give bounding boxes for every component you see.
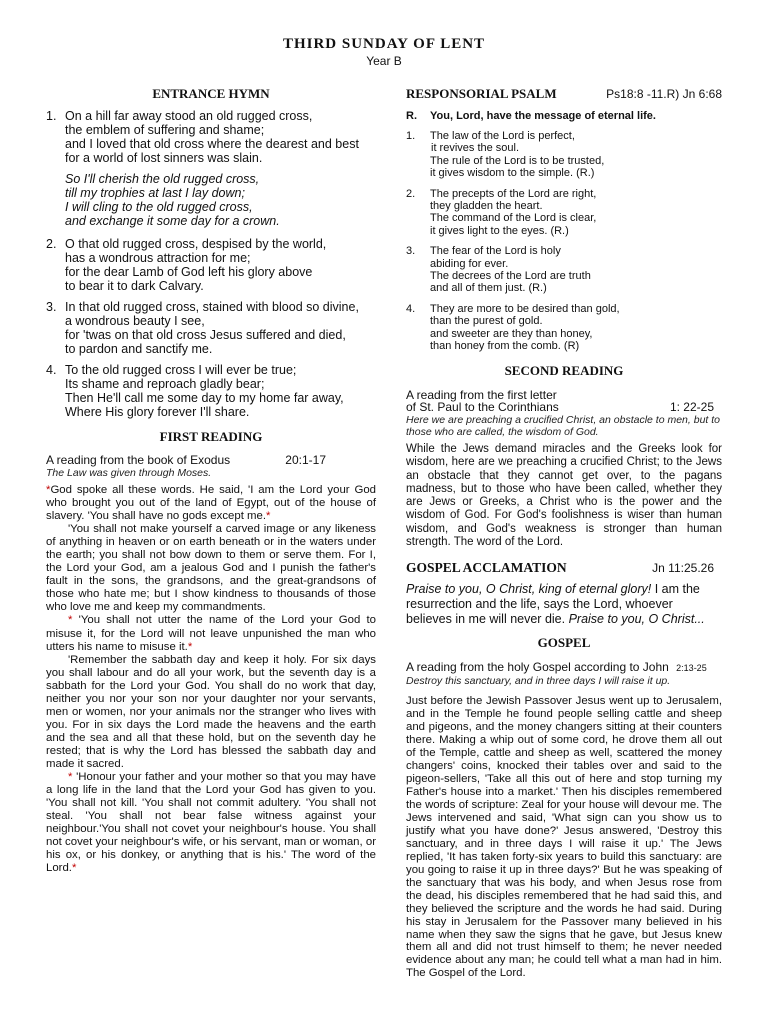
hymn-list: [46, 109, 376, 419]
acclamation-title: GOSPEL ACCLAMATION: [406, 560, 567, 576]
first-reading-p4: 'Remember the sabbath day and keep it holy. For six days you shall labour and do all your work, but the seventh day is a sabbath for the Lord your God. You shall do no work that day, neither you nor your son nor your daughter nor your servants, men or women, nor your animals nor the stranger who lives with you. For in six days the Lord made the heavens and the earth and the sea and all that these hold, but on the seventh day he rested; that is why the Lord has blessed the sabbath day and made it sacred.: [46, 653, 376, 770]
page-subtitle: Year B: [366, 54, 402, 68]
stanza-number: 3.: [406, 245, 416, 258]
second-reading-source-row: [406, 401, 722, 414]
stanza-number: 2.: [406, 187, 416, 200]
stanza-line: they gladden the heart.: [430, 200, 543, 213]
acclamation-praise-2: Praise to you, O Christ...: [568, 612, 705, 627]
chorus-line: till my trophies at last I lay down;: [65, 186, 245, 200]
verse-line: a wondrous beauty I see,: [65, 314, 205, 328]
acclamation-header: [406, 560, 722, 576]
stanza-line: The precepts of the Lord are right,: [430, 187, 597, 200]
stanza-line: it revives the soul.: [431, 142, 520, 155]
verse-number: 2.: [46, 237, 57, 251]
page-title: THIRD SUNDAY OF LENT: [282, 36, 486, 52]
stanza-number: 4.: [406, 302, 416, 315]
psalm-stanza: [406, 245, 722, 295]
stanza-number: 1.: [406, 130, 416, 142]
psalm-stanza: [406, 130, 722, 180]
first-reading-p3: 'You shall not utter the name of the Lord your God to misuse it, for the Lord will not leave unpunished the man who utters his name to misuse it.: [46, 614, 376, 653]
verse-line: Its shame and reproach gladly bear;: [65, 377, 265, 391]
hymn-verse: [46, 237, 376, 293]
right-column: [406, 86, 722, 980]
verse-line: Then He'll call me some day to my home far away,: [65, 391, 344, 405]
verse-line: To the old rugged cross I will ever be true;: [65, 363, 297, 377]
stanza-line: The fear of the Lord is holy: [430, 245, 561, 258]
hymn-chorus: [65, 172, 376, 228]
hymn-verse: [46, 300, 376, 356]
stanza-line: than the purest of gold.: [430, 315, 543, 328]
first-reading-p5: 'Honour your father and your mother so that you may have a long life in the land that the Lord your God has given to you. 'You shall not kill. 'You shall not commit adultery. 'You shall not steal. 'You shall not bear false witness against your neighbour.'You shall not covet your neighbour's house. You shall not covet your neighbour's wife, or his servant, man or woman, or his ox, or his donkey, or anything that is his.' The word of the Lord.: [46, 771, 376, 875]
verse-line: In that old rugged cross, stained with blood so divine,: [65, 300, 359, 314]
first-reading-note: The Law was given through Moses.: [46, 467, 212, 479]
entrance-hymn-title: ENTRANCE HYMN: [152, 86, 270, 101]
verse-line: On a hill far away stood an old rugged cross,: [65, 109, 313, 123]
stanza-line: The rule of the Lord is to be trusted,: [430, 154, 605, 167]
first-reading-title: FIRST READING: [159, 429, 263, 444]
gospel-ref: 2:13-25: [676, 663, 707, 674]
psalm-title: RESPONSORIAL PSALM: [406, 86, 557, 101]
stanza-line: and sweeter are they than honey,: [430, 327, 593, 340]
psalm-header: [406, 86, 722, 102]
chorus-line: I will cling to the old rugged cross,: [65, 200, 253, 214]
first-reading-p1: God spoke all these words. He said, 'I am the Lord your God who brought you out of the land of Egypt, out of the house of slavery.: [46, 484, 376, 523]
star-marker: *: [71, 862, 77, 875]
stanza-line: They are more to be desired than gold,: [430, 302, 620, 315]
verse-line: has a wondrous attraction for me;: [65, 251, 251, 265]
star-marker: *: [68, 771, 73, 784]
left-column: [46, 86, 376, 875]
star-marker: *: [68, 614, 73, 627]
psalm-stanza: [406, 303, 722, 353]
hymn-verse: [46, 109, 376, 165]
verse-line: for a world of lost sinners was slain.: [65, 151, 263, 165]
first-reading-p1b: 'You shall have no gods except me.: [87, 510, 267, 523]
psalm-ref: Ps18:8 -11.R) Jn 6:68: [606, 87, 722, 101]
verse-line: Where His glory forever I'll share.: [65, 405, 250, 419]
gospel-note: Destroy this sanctuary, and in three days I will raise it up.: [406, 675, 671, 688]
verse-line: to pardon and sanctify me.: [65, 342, 213, 356]
star-marker: *: [46, 484, 51, 496]
gospel-source-row: [406, 661, 722, 675]
acclamation-text: [406, 582, 722, 627]
verse-line: to bear it to dark Calvary.: [65, 279, 204, 293]
stanza-line: it gives light to the eyes. (R.): [430, 224, 569, 237]
second-reading-source2: of St. Paul to the Corinthians: [406, 400, 559, 414]
second-reading-title: SECOND READING: [504, 362, 624, 378]
response-text: You, Lord, have the message of eternal life.: [430, 110, 656, 122]
chorus-line: So I'll cherish the old rugged cross,: [65, 172, 260, 186]
second-reading-source1: A reading from the first letter: [406, 387, 557, 402]
first-reading-p2: 'You shall not make yourself a carved image or any likeness of anything in heaven or on earth beneath or in the waters under the earth; you shall not bow down to them or serve them. For I, the Lord your God, am a jealous God and I punish the father's fault in the sons, the grandsons, and the great-grandsons of those who hate me; but I show kindness to thousands of those who love me and keep my commandments.: [46, 523, 376, 614]
acclamation-body: I am the resurrection and the life, says the Lord, whoever believes in me will never die.: [406, 582, 700, 627]
acclamation-ref: Jn 11:25.26: [652, 561, 714, 576]
second-reading-text: While the Jews demand miracles and the Greeks look for wisdom, here are we preaching a crucified Christ; to the Jews an obstacle that they cannot get over, to the pagans madness, but to those who have been called, whether they are Jews or Greeks, a Christ who is the power and the wisdom of God. For God's foolishness is wiser than human wisdom, and God's weakness is stronger than human strength. The word of the Lord.: [406, 443, 722, 549]
stanza-line: The decrees of the Lord are truth: [430, 270, 591, 283]
second-reading-ref: 1: 22-25: [669, 400, 714, 414]
gospel-text: Just before the Jewish Passover Jesus went up to Jerusalem, and in the Temple he found people selling cattle and sheep and pigeons, and the money changers sitting at their counters there. Making a whip out of some cord, he drove them all out of the Temple, cattle and sheep as well, scattered the money changers' coins, knocked their tables over and said to the pigeon-sellers, 'Take all this out of here and stop turning my Father's house into a market.' Then his disciples remembered the words of scripture: Zeal for your house will devour me. The Jews intervened and said, 'What sign can you show us to justify what you have done?' Jesus answered, 'Destroy this sanctuary, and in three days I will raise it up.' The Jews replied, 'It has taken forty-six years to build this sanctuary: are you going to raise it up in three days?' But he was speaking of the sanctuary that was his body, and when Jesus rose from the dead, his disciples remembered that he had said this, and they believed the scripture and the words he had said. During his stay in Jerusalem for the Passover many believed in his name when they saw the signs that he gave, but Jesus knew them all and did not trust himself to them; he never needed evidence about any man; he could tell what a man had in him. The Gospel of the Lord.: [406, 695, 722, 980]
verse-number: 3.: [46, 300, 57, 314]
page-header: [0, 36, 768, 68]
first-reading-ref: 20:1-17: [285, 453, 326, 467]
stanza-line: than honey from the comb. (R): [430, 340, 580, 353]
psalm-stanza: [406, 188, 722, 238]
stanza-line: The command of the Lord is clear,: [430, 212, 597, 225]
stanza-line: abiding for ever.: [430, 257, 509, 270]
gospel-title: GOSPEL: [537, 635, 591, 651]
hymn-verse: [46, 363, 376, 419]
response-label: R.: [406, 110, 417, 122]
verse-line: and I loved that old cross where the dearest and best: [65, 137, 359, 151]
first-reading-source: A reading from the book of Exodus: [46, 453, 231, 467]
verse-number: 1.: [46, 109, 57, 123]
first-reading-text: [46, 484, 376, 875]
star-marker: *: [266, 510, 271, 523]
acclamation-praise-1: Praise to you, O Christ, king of eternal glory!: [406, 582, 652, 597]
stanza-line: it gives wisdom to the simple. (R.): [430, 167, 595, 180]
verse-line: O that old rugged cross, despised by the world,: [65, 237, 327, 251]
chorus-line: and exchange it some day for a crown.: [65, 214, 280, 228]
stanza-line: and all of them just. (R.): [430, 282, 547, 295]
gospel-source: A reading from the holy Gospel according to John: [406, 660, 669, 675]
first-reading-source-row: [46, 454, 376, 467]
second-reading-note: Here we are preaching a crucified Christ, an obstacle to men, but to those who are called, the wisdom of God.: [406, 414, 720, 438]
verse-number: 4.: [46, 363, 57, 377]
psalm-response: [406, 110, 722, 122]
star-marker: *: [187, 640, 193, 653]
verse-line: for the dear Lamb of God left his glory above: [65, 265, 313, 279]
verse-line: the emblem of suffering and shame;: [65, 123, 265, 137]
verse-line: for 'twas on that old cross Jesus suffered and died,: [65, 328, 346, 342]
stanza-line: The law of the Lord is perfect,: [430, 130, 575, 142]
